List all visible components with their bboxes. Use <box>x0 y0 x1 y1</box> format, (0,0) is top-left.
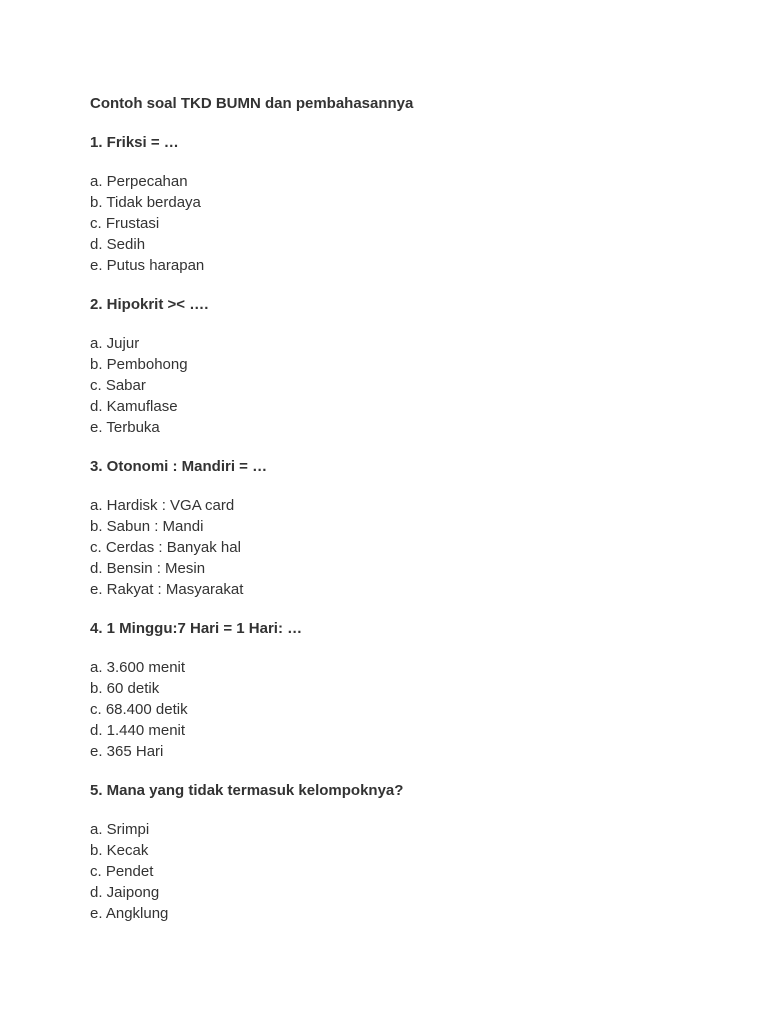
question-text: 3. Otonomi : Mandiri = … <box>90 458 268 475</box>
answer-option: a. Perpecahan <box>90 173 188 190</box>
answer-option: b. 60 detik <box>90 680 160 697</box>
answer-option: e. Terbuka <box>90 419 160 436</box>
question-4 <box>90 618 768 762</box>
answer-option: a. Srimpi <box>90 821 150 838</box>
answer-option: e. Rakyat : Masyarakat <box>90 581 244 598</box>
document-title: Contoh soal TKD BUMN dan pembahasannya <box>90 95 414 112</box>
answer-option: d. Jaipong <box>90 884 160 901</box>
answer-option: c. Frustasi <box>90 215 160 232</box>
answer-option: b. Sabun : Mandi <box>90 518 204 535</box>
answer-options <box>90 657 768 762</box>
answer-options <box>90 495 768 600</box>
question-text: 4. 1 Minggu:7 Hari = 1 Hari: … <box>90 620 303 637</box>
answer-option: d. Sedih <box>90 236 146 253</box>
answer-options <box>90 819 768 924</box>
question-text: 1. Friksi = … <box>90 134 179 151</box>
answer-option: c. Sabar <box>90 377 146 394</box>
answer-options <box>90 171 768 276</box>
question-1 <box>90 132 768 276</box>
answer-option: d. Bensin : Mesin <box>90 560 206 577</box>
answer-option: d. Kamuflase <box>90 398 178 415</box>
answer-option: a. 3.600 menit <box>90 659 186 676</box>
question-2 <box>90 294 768 438</box>
answer-option: c. 68.400 detik <box>90 701 188 718</box>
question-text: 5. Mana yang tidak termasuk kelompoknya? <box>90 782 404 799</box>
answer-option: e. Putus harapan <box>90 257 205 274</box>
answer-option: a. Hardisk : VGA card <box>90 497 235 514</box>
answer-options <box>90 333 768 438</box>
question-3 <box>90 456 768 600</box>
answer-option: b. Tidak berdaya <box>90 194 201 211</box>
question-5 <box>90 780 768 924</box>
answer-option: e. 365 Hari <box>90 743 164 760</box>
answer-option: d. 1.440 menit <box>90 722 186 739</box>
question-text: 2. Hipokrit >< …. <box>90 296 209 313</box>
answer-option: b. Pembohong <box>90 356 188 373</box>
answer-option: a. Jujur <box>90 335 140 352</box>
answer-option: e. Angklung <box>90 905 169 922</box>
answer-option: c. Cerdas : Banyak hal <box>90 539 241 556</box>
answer-option: c. Pendet <box>90 863 154 880</box>
answer-option: b. Kecak <box>90 842 149 859</box>
